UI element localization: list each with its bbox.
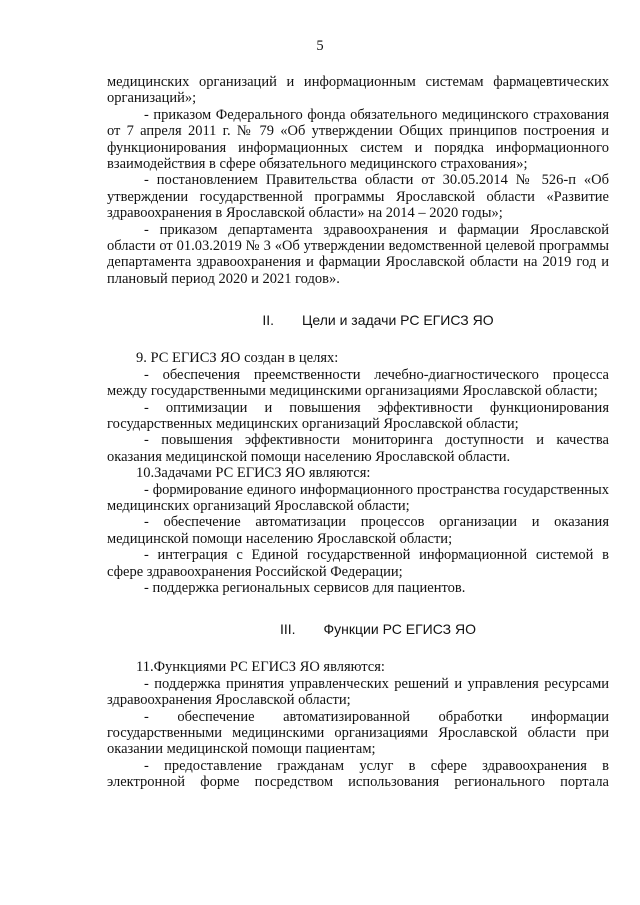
list-item: - поддержка региональных сервисов для пациентов. [144,579,466,596]
list-item: - обеспечение автоматизации процессов организации и оказания медицинской помощи населению Ярославской области; [107,514,609,547]
section-number: II. [262,312,275,329]
list-item: - обеспечения преемственности лечебно-диагностического процесса между государственными медицинскими организациями Ярославской области; [107,366,609,400]
list-item: - обеспечение автоматизированной обработки информации государственными медицинскими организациями Ярославской области при оказании медицинской помощи пациентам; [107,708,609,758]
paragraph: - приказом Федерального фонда обязательного медицинского страхования от 7 апреля 2011 г. № 79 «Об утверждении Общих принципов построения и функционирования информационных систем и порядка информационного взаимодействия в сфере обязательного медицинского страхования»; [107,106,609,173]
section-heading-3 [107,621,609,637]
section-title: Цели и задачи РС ЕГИСЗ ЯО [302,312,494,329]
list-item: - поддержка принятия управленческих решений и управления ресурсами здравоохранения Ярославской области; [107,675,609,709]
list-item: 11.Функциями РС ЕГИСЗ ЯО являются: [136,659,385,676]
paragraph: - постановлением Правительства области от 30.05.2014 № 526-п «Об утверждении государственной программы Ярославской области «Развитие здравоохранения в Ярославской области» на 2014 – 2020 годы»; [107,172,609,222]
section-2-body [107,350,609,596]
section-heading-2 [107,312,609,328]
list-item: - интеграция с Единой государственной информационной системой в сфере здравоохранения Российской Федерации; [107,547,609,580]
list-item: 10.Задачами РС ЕГИСЗ ЯО являются: [136,465,371,482]
section-title: Функции РС ЕГИСЗ ЯО [323,621,477,638]
paragraphs-top [107,74,609,287]
section-number: III. [279,621,296,638]
list-item: - оптимизации и повышения эффективности функционирования государственных медицинских организаций Ярославской области; [107,399,609,432]
list-item: 9. РС ЕГИСЗ ЯО создан в целях: [136,350,339,367]
paragraph: медицинских организаций и информационным системам фармацевтических организаций»; [107,74,609,107]
list-item: - предоставление гражданам услуг в сфере здравоохранения в электронной форме посредством использования регионального портала [107,757,609,791]
document-body [107,74,609,791]
section-3-body [107,659,609,790]
paragraph: - приказом департамента здравоохранения и фармации Ярославской области от 01.03.2019 № 3 «Об утверждении ведомственной целевой программы департамента здравоохранения и фармации Ярославской области на 2019 год и плановый период 2020 и 2021 годов». [107,221,609,287]
list-item: - формирование единого информационного пространства государственных медицинских организаций Ярославской области; [107,481,609,514]
page-number: 5 [316,38,324,54]
list-item: - повышения эффективности мониторинга доступности и качества оказания медицинской помощи населению Ярославской области. [107,432,609,465]
